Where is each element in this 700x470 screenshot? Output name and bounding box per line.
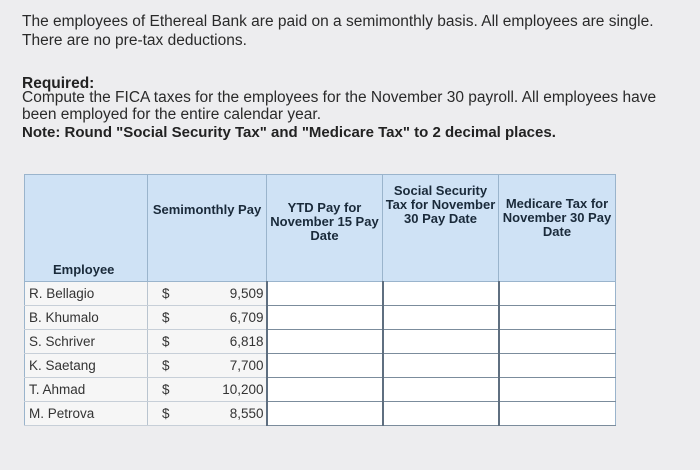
ytd-pay-input[interactable] xyxy=(268,379,382,401)
medicare-cell xyxy=(499,306,616,330)
employee-name: K. Saetang xyxy=(25,354,148,378)
social-security-cell xyxy=(383,282,499,306)
currency-symbol: $ xyxy=(148,378,193,402)
medicare-input[interactable] xyxy=(500,403,616,425)
header-semimonthly-pay: Semimonthly Pay xyxy=(148,175,267,282)
ytd-pay-input[interactable] xyxy=(268,403,382,425)
medicare-cell xyxy=(499,402,616,426)
medicare-cell xyxy=(499,354,616,378)
employee-name: T. Ahmad xyxy=(25,378,148,402)
medicare-input[interactable] xyxy=(500,331,616,353)
semimonthly-pay-value: 7,700 xyxy=(193,354,267,378)
semimonthly-pay-value: 8,550 xyxy=(193,402,267,426)
social-security-input[interactable] xyxy=(384,331,498,353)
social-security-input[interactable] xyxy=(384,283,498,305)
ytd-pay-cell xyxy=(267,306,383,330)
medicare-cell xyxy=(499,330,616,354)
table-row xyxy=(25,402,616,426)
semimonthly-pay-value: 6,709 xyxy=(193,306,267,330)
currency-symbol: $ xyxy=(148,330,193,354)
fica-table xyxy=(24,174,616,426)
header-ytd-pay: YTD Pay for November 15 Pay Date xyxy=(267,175,383,282)
medicare-input[interactable] xyxy=(500,379,616,401)
rounding-note: Note: Round "Social Security Tax" and "Medicare Tax" to 2 decimal places. xyxy=(22,124,556,141)
social-security-cell xyxy=(383,306,499,330)
semimonthly-pay-value: 9,509 xyxy=(193,282,267,306)
currency-symbol: $ xyxy=(148,402,193,426)
social-security-input[interactable] xyxy=(384,403,498,425)
table-header-row xyxy=(25,175,616,282)
ytd-pay-cell xyxy=(267,402,383,426)
ytd-pay-input[interactable] xyxy=(268,331,382,353)
semimonthly-pay-value: 10,200 xyxy=(193,378,267,402)
required-text: Compute the FICA taxes for the employees for the November 30 payroll. All employees have been employed for the entire calendar year. xyxy=(22,89,657,123)
employee-name: M. Petrova xyxy=(25,402,148,426)
medicare-input[interactable] xyxy=(500,355,616,377)
ytd-pay-cell xyxy=(267,378,383,402)
employee-name: B. Khumalo xyxy=(25,306,148,330)
table-row xyxy=(25,330,616,354)
social-security-input[interactable] xyxy=(384,307,498,329)
medicare-cell xyxy=(499,378,616,402)
social-security-cell xyxy=(383,402,499,426)
employee-name: S. Schriver xyxy=(25,330,148,354)
currency-symbol: $ xyxy=(148,354,193,378)
ytd-pay-cell xyxy=(267,354,383,378)
semimonthly-pay-value: 6,818 xyxy=(193,330,267,354)
employee-name: R. Bellagio xyxy=(25,282,148,306)
table-row xyxy=(25,354,616,378)
header-medicare-tax: Medicare Tax for November 30 Pay Date xyxy=(499,175,616,282)
problem-intro: The employees of Ethereal Bank are paid on a semimonthly basis. All employees are single. There are no pre-tax deductions. xyxy=(22,13,654,49)
currency-symbol: $ xyxy=(148,282,193,306)
fica-table-container xyxy=(24,174,615,421)
table-row xyxy=(25,378,616,402)
social-security-cell xyxy=(383,378,499,402)
social-security-cell xyxy=(383,354,499,378)
table-row xyxy=(25,306,616,330)
medicare-input[interactable] xyxy=(500,283,616,305)
medicare-input[interactable] xyxy=(500,307,616,329)
ytd-pay-cell xyxy=(267,330,383,354)
table-row xyxy=(25,282,616,306)
social-security-input[interactable] xyxy=(384,355,498,377)
ytd-pay-input[interactable] xyxy=(268,355,382,377)
currency-symbol: $ xyxy=(148,306,193,330)
required-heading: Required: xyxy=(22,75,95,92)
header-social-security-tax: Social Security Tax for November 30 Pay Date xyxy=(383,175,499,282)
ytd-pay-input[interactable] xyxy=(268,307,382,329)
ytd-pay-cell xyxy=(267,282,383,306)
ytd-pay-input[interactable] xyxy=(268,283,382,305)
social-security-input[interactable] xyxy=(384,379,498,401)
social-security-cell xyxy=(383,330,499,354)
header-employee: Employee xyxy=(25,175,148,282)
medicare-cell xyxy=(499,282,616,306)
